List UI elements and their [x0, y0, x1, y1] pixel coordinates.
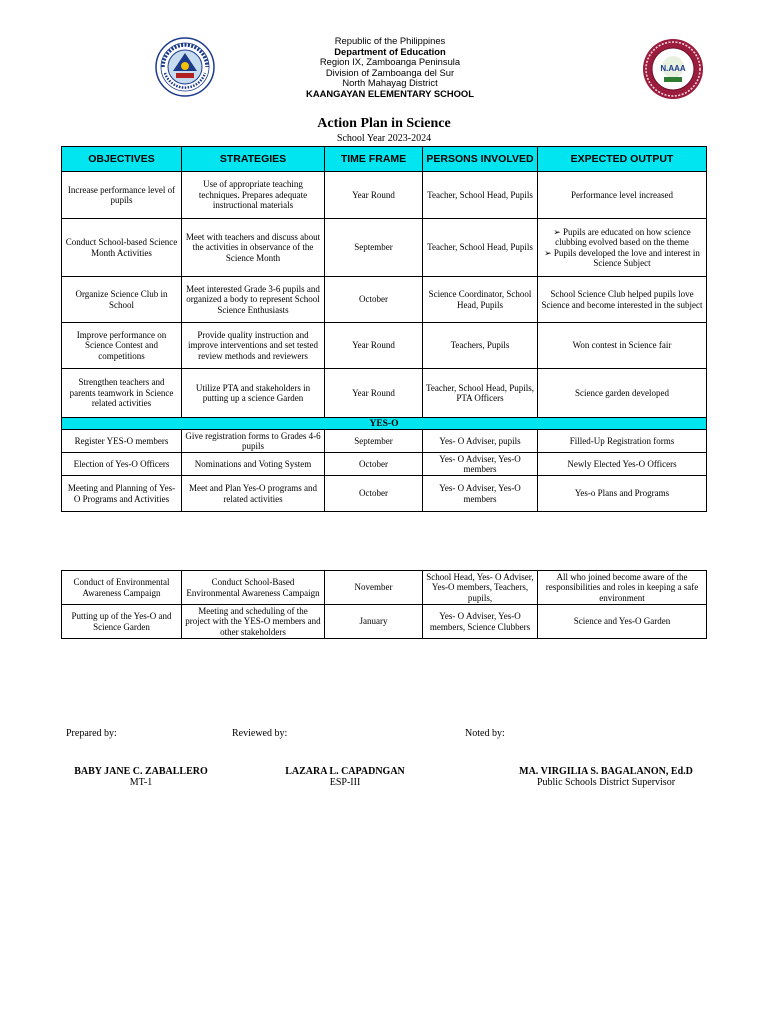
time-frame-cell: September — [325, 219, 423, 277]
time-frame-cell: Year Round — [325, 369, 423, 418]
persons-cell: Yes- O Adviser, Yes-O members, Science Clubbers — [423, 605, 538, 639]
table-row — [62, 277, 707, 323]
objective-cell: Conduct of Environmental Awareness Campaign — [62, 571, 182, 605]
persons-cell: Teacher, School Head, Pupils — [423, 172, 538, 219]
output-cell: Yes-o Plans and Programs — [538, 476, 707, 512]
col-objectives: OBJECTIVES — [62, 147, 182, 172]
strategy-cell: Utilize PTA and stakeholders in putting up a science Garden — [182, 369, 325, 418]
strategy-cell: Meeting and scheduling of the project with the YES-O members and other stakeholders — [182, 605, 325, 639]
objective-cell: Improve performance on Science Contest and competitions — [62, 323, 182, 369]
table-row — [62, 605, 707, 639]
persons-cell: School Head, Yes- O Adviser, Yes-O members, Teachers, pupils, — [423, 571, 538, 605]
school-logo — [642, 38, 704, 100]
yeso-section-row — [62, 418, 707, 430]
strategy-cell: Meet interested Grade 3-6 pupils and organized a body to represent School Science Enthusiasts — [182, 277, 325, 323]
noted-by-title: Public Schools District Supervisor — [536, 777, 676, 788]
table-row — [62, 219, 707, 277]
prepared-by-label: Prepared by: — [66, 728, 117, 739]
noted-by-block — [503, 766, 709, 788]
output-cell: School Science Club helped pupils love Science and become interested in the subject — [538, 277, 707, 323]
persons-cell: Teacher, School Head, Pupils, PTA Officers — [423, 369, 538, 418]
document-title: Action Plan in Science — [317, 116, 451, 131]
output-cell: Won contest in Science fair — [538, 323, 707, 369]
output-cell: Performance level increased — [538, 172, 707, 219]
col-expected-output: EXPECTED OUTPUT — [538, 147, 707, 172]
deped-seal-logo — [155, 37, 215, 97]
persons-cell: Yes- O Adviser, pupils — [423, 430, 538, 453]
strategy-cell: Nominations and Voting System — [182, 453, 325, 476]
yeso-section-label: YES-O — [62, 418, 707, 430]
prepared-by-block — [66, 766, 216, 788]
table-header-row — [62, 147, 707, 172]
objective-cell: Organize Science Club in School — [62, 277, 182, 323]
header-region: Region IX, Zamboanga Peninsula — [319, 56, 461, 68]
table-row — [62, 476, 707, 512]
header-republic: Republic of the Philippines — [334, 35, 446, 46]
time-frame-cell: January — [325, 605, 423, 639]
table-row — [62, 323, 707, 369]
strategy-cell: Use of appropriate teaching techniques. Prepares adequate instructional materials — [182, 172, 325, 219]
school-year: School Year 2023-2024 — [336, 133, 432, 144]
output-cell: All who joined become aware of the responsibilities and roles in keeping a safe environment — [538, 571, 707, 605]
objective-cell: Meeting and Planning of Yes-O Programs and Activities — [62, 476, 182, 512]
table-row — [62, 172, 707, 219]
noted-by-label: Noted by: — [465, 728, 505, 739]
reviewed-by-title: ESP-III — [329, 777, 361, 788]
reviewed-by-name: LAZARA L. CAPADNGAN — [285, 766, 405, 777]
action-plan-table — [61, 146, 707, 512]
table-row — [62, 430, 707, 453]
output-cell: Newly Elected Yes-O Officers — [538, 453, 707, 476]
header-division: Division of Zamboanga del Sur — [325, 66, 455, 78]
table-row — [62, 453, 707, 476]
strategy-cell: Meet with teachers and discuss about the activities in observance of the Science Month — [182, 219, 325, 277]
time-frame-cell: October — [325, 476, 423, 512]
col-strategies: STRATEGIES — [182, 147, 325, 172]
objective-cell: Election of Yes-O Officers — [62, 453, 182, 476]
col-time-frame: TIME FRAME — [325, 147, 423, 172]
action-plan-table-continued — [61, 570, 707, 639]
time-frame-cell: November — [325, 571, 423, 605]
strategy-cell: Provide quality instruction and improve interventions and set tested review methods and reviewers — [182, 323, 325, 369]
header-district: North Mahayag District — [342, 77, 438, 89]
strategy-cell: Meet and Plan Yes-O programs and related activities — [182, 476, 325, 512]
objective-cell: Strengthen teachers and parents teamwork in Science related activities — [62, 369, 182, 418]
persons-cell: Yes- O Adviser, Yes-O members — [423, 453, 538, 476]
school-logo-initials: N.AAA — [660, 64, 686, 73]
school-header — [230, 36, 550, 100]
time-frame-cell: October — [325, 453, 423, 476]
col-persons-involved: PERSONS INVOLVED — [423, 147, 538, 172]
output-cell: Science and Yes-O Garden — [538, 605, 707, 639]
output-list-item: ➢ Pupils are educated on how science clubbing evolved based on the theme — [553, 226, 691, 247]
reviewed-by-label: Reviewed by: — [232, 728, 288, 739]
time-frame-cell: October — [325, 277, 423, 323]
output-list-item: ➢ Pupils developed the love and interest in Science Subject — [544, 247, 700, 268]
strategy-cell: Conduct School-Based Environmental Awareness Campaign — [182, 571, 325, 605]
table-row — [62, 369, 707, 418]
reviewed-by-block — [272, 766, 418, 788]
objective-cell: Putting up of the Yes-O and Science Garden — [62, 605, 182, 639]
time-frame-cell: Year Round — [325, 323, 423, 369]
persons-cell: Yes- O Adviser, Yes-O members — [423, 476, 538, 512]
output-cell: Science garden developed — [538, 369, 707, 418]
time-frame-cell: Year Round — [325, 172, 423, 219]
persons-cell: Teacher, School Head, Pupils — [423, 219, 538, 277]
header-department: Department of Education — [334, 45, 446, 57]
prepared-by-name: BABY JANE C. ZABALLERO — [74, 766, 208, 777]
noted-by-name: MA. VIRGILIA S. BAGALANON, Ed.D — [519, 766, 693, 777]
persons-cell: Science Coordinator, School Head, Pupils — [423, 277, 538, 323]
objective-cell: Conduct School-based Science Month Activities — [62, 219, 182, 277]
prepared-by-title: MT-1 — [129, 777, 153, 788]
strategy-cell: Give registration forms to Grades 4-6 pupils — [182, 430, 325, 453]
output-cell — [538, 219, 707, 277]
table-row — [62, 571, 707, 605]
persons-cell: Teachers, Pupils — [423, 323, 538, 369]
header-school-name: KAANGAYAN ELEMENTARY SCHOOL — [306, 87, 474, 99]
output-cell: Filled-Up Registration forms — [538, 430, 707, 453]
time-frame-cell: September — [325, 430, 423, 453]
objective-cell: Register YES-O members — [62, 430, 182, 453]
objective-cell: Increase performance level of pupils — [62, 172, 182, 219]
